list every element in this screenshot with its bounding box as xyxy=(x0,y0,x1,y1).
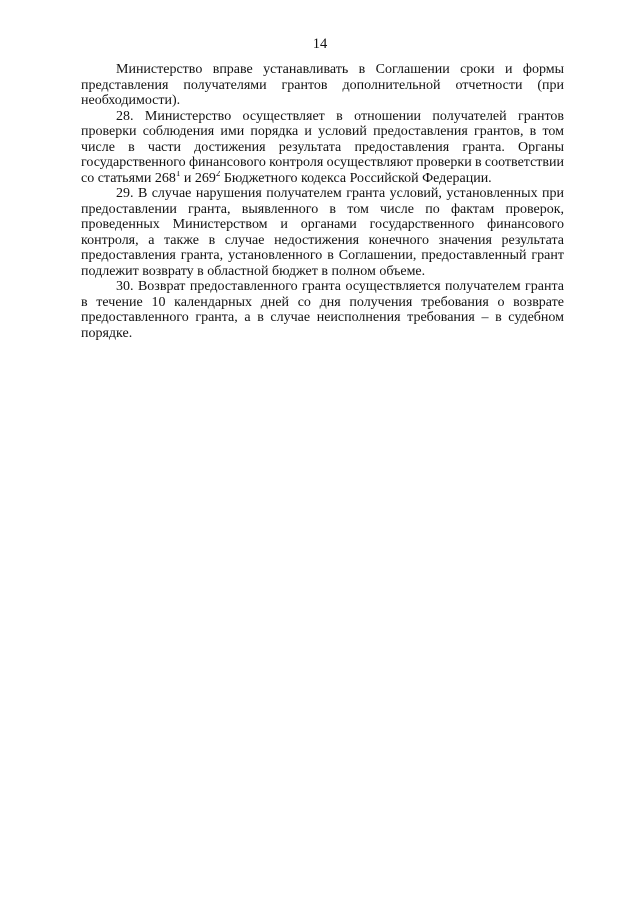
text-line: проверки соблюдения ими порядка и условий предоставления грантов, в том xyxy=(81,124,564,139)
text-line: числе в части достижения результата предоставления гранта. Органы xyxy=(81,139,564,155)
text-line: государственного финансового контроля осуществляют проверки в соответствии xyxy=(81,155,564,170)
statute-reference-line xyxy=(81,171,564,187)
text-line: 30. Возврат предоставленного гранта осуществляется получателем гранта xyxy=(116,279,564,294)
superscript: 2 xyxy=(215,170,221,178)
text-line: контроля, а также в случае недостижения конечного значения результата xyxy=(81,232,564,248)
text-line: Министерство вправе устанавливать в Соглашении сроки и формы xyxy=(116,62,564,77)
superscript: 1 xyxy=(175,170,181,178)
text-line: порядке. xyxy=(81,325,133,341)
text-line: предоставлении гранта, выявленного в том числе по фактам проверок, xyxy=(81,201,564,217)
page-number: 14 xyxy=(312,36,328,52)
paragraph-28 xyxy=(81,109,564,187)
text-line: в течение 10 календарных дней со дня получения требования о возврате xyxy=(81,294,564,310)
paragraph-ministry-reporting xyxy=(81,62,564,109)
text-line: представления получателями грантов дополнительной отчетности (при xyxy=(81,77,564,93)
text-segment: со статьями 268 xyxy=(81,170,176,186)
text-line: проведенных Министерством и органами государственного финансового xyxy=(81,217,564,232)
text-line: предоставленного гранта, а в случае неисполнения требования – в судебном xyxy=(81,310,564,325)
text-line: необходимости). xyxy=(81,93,181,108)
text-segment: Бюджетного кодекса Российской Федерации. xyxy=(220,170,492,186)
paragraph-29 xyxy=(81,186,564,279)
document-body xyxy=(81,62,564,341)
paragraph-30 xyxy=(81,279,564,341)
text-segment: и 269 xyxy=(180,170,216,186)
text-line: 28. Министерство осуществляет в отношении получателей грантов xyxy=(116,108,564,124)
text-line: подлежит возврату в областной бюджет в полном объеме. xyxy=(81,263,426,279)
text-line: 29. В случае нарушения получателем гранта условий, установленных при xyxy=(116,186,564,201)
text-line: предоставления гранта, установленного в Соглашении, предоставленный грант xyxy=(81,248,564,263)
